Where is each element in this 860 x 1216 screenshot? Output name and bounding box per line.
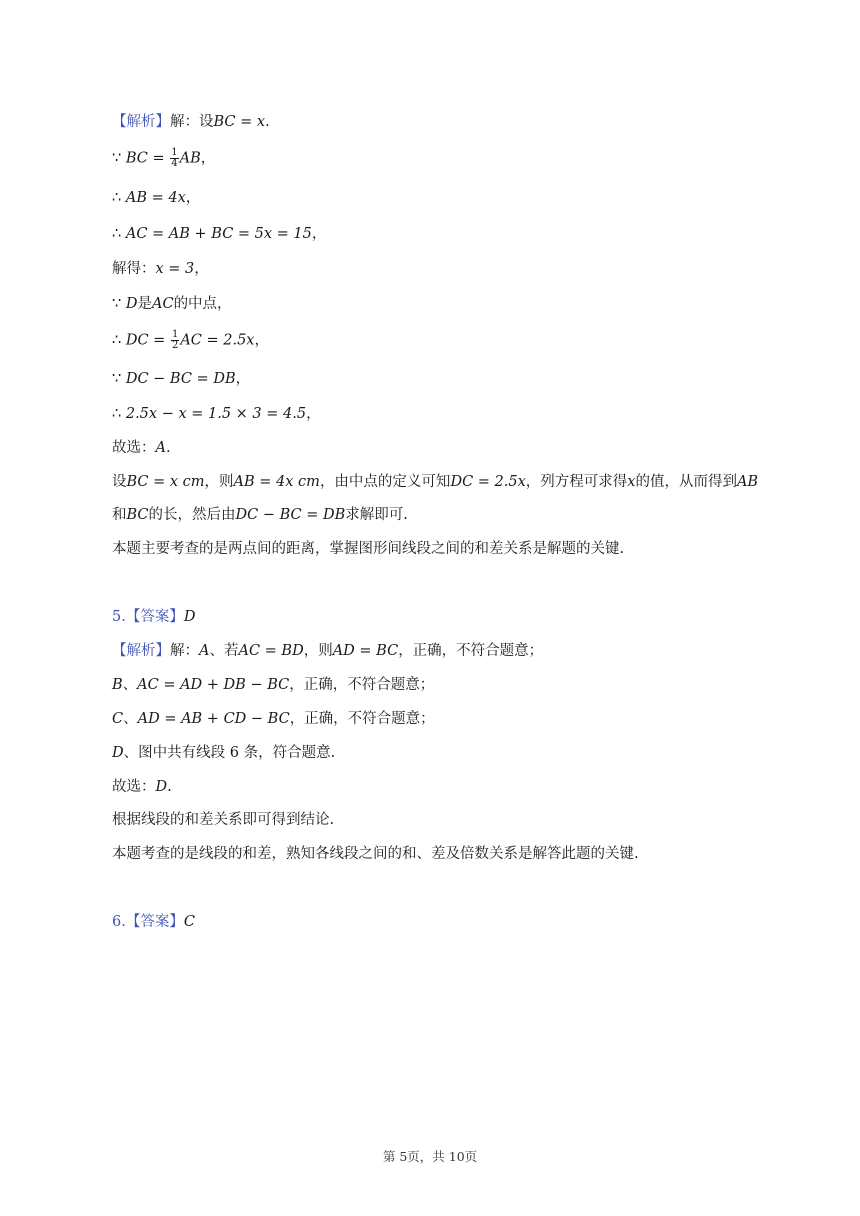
text: 的值，从而得到 (635, 474, 737, 490)
text: 本题主要考查的是两点间的距离，掌握图形间线段之间的和差关系是解题的关键. (112, 541, 625, 557)
q6-header (112, 912, 195, 932)
q4-line-6 (112, 294, 232, 314)
math: C (112, 711, 124, 727)
math: AB (736, 474, 759, 490)
text: . (167, 779, 172, 795)
question-number: 5. (112, 609, 126, 625)
q5-line-6 (112, 810, 334, 830)
math: AB = 4x (125, 190, 186, 206)
math: DC − BC = DB (125, 371, 236, 387)
q4-line-5 (112, 259, 209, 279)
math: DC = (125, 332, 170, 349)
q4-line-4 (112, 224, 326, 244)
q5-line-5 (112, 777, 172, 797)
text: 故选： (112, 779, 156, 795)
q4-line-1 (112, 112, 270, 132)
math: AB = 4x cm (233, 474, 320, 490)
q4-line-3 (112, 188, 200, 208)
q4-line-12 (112, 505, 408, 525)
math: D (125, 296, 138, 312)
q5-line-7 (112, 844, 639, 864)
answer-value: C (183, 914, 195, 930)
text: 求解即可. (345, 507, 408, 523)
text: ， (194, 261, 209, 277)
text: 本题考查的是线段的和差，熟知各线段之间的和、差及倍数关系是解答此题的关键. (112, 846, 639, 862)
fraction-denominator: 2 (171, 340, 179, 351)
text: 和 (112, 507, 127, 523)
math: BC = x (213, 114, 266, 130)
therefore-symbol: ∴ (112, 406, 126, 422)
math: DC = 2.5x (450, 474, 526, 490)
q5-line-2 (112, 675, 434, 695)
text: 的长，然后由 (148, 507, 236, 523)
math: AC = AB + BC = 5x = 15 (125, 226, 312, 242)
fraction (170, 148, 178, 169)
q5-header (112, 607, 195, 627)
text: 、图中共有线段 6 条，符合题意. (123, 745, 336, 761)
q4-line-10 (112, 438, 171, 458)
text: 故选： (112, 440, 156, 456)
answer-tag: 【答案】 (125, 609, 184, 625)
math: x = 3 (155, 261, 195, 277)
text: ，正确，不符合题意； (398, 643, 544, 659)
answer-tag: 【答案】 (125, 914, 184, 930)
math: D (112, 745, 124, 761)
text: ，正确，不符合题意； (289, 677, 435, 693)
text: ，列方程可求得 (525, 474, 628, 490)
text: . (165, 440, 171, 456)
text: 、若 (209, 643, 239, 659)
math: B (112, 677, 123, 693)
math: x (627, 474, 636, 490)
q4-line-13 (112, 539, 624, 559)
text: 的中点， (173, 296, 232, 312)
math: AC = AD + DB − BC (137, 677, 290, 693)
therefore-symbol: ∴ (112, 190, 126, 206)
text: 、 (122, 677, 138, 693)
math: AD = AB + CD − BC (137, 711, 290, 727)
text: 是 (137, 296, 152, 312)
text: ， (185, 190, 201, 206)
because-symbol: ∵ (112, 371, 126, 387)
therefore-symbol: ∴ (112, 226, 126, 242)
math: 2.5x − x = 1.5 × 3 = 4.5 (125, 406, 307, 422)
math: AB (179, 150, 201, 167)
text: ， (200, 150, 216, 167)
math: BC (126, 507, 149, 523)
math: A (155, 440, 166, 456)
text: 设 (112, 474, 127, 490)
fraction-denominator: 4 (171, 158, 178, 169)
text: 解得： (112, 261, 156, 277)
fraction-numerator: 1 (171, 147, 178, 158)
text: 、 (123, 711, 138, 727)
text: ， (235, 371, 251, 387)
math: D (155, 779, 168, 795)
math: BC = x cm (126, 474, 205, 490)
because-symbol: ∵ (112, 150, 126, 167)
analysis-tag: 【解析】 (112, 114, 170, 130)
text: ， (254, 332, 269, 349)
text: ， (311, 226, 327, 242)
fraction-numerator: 1 (171, 329, 179, 340)
text: ， (306, 406, 321, 422)
analysis-tag: 【解析】 (112, 643, 170, 659)
math: AC (151, 296, 174, 312)
math: BC = (125, 150, 170, 167)
q5-line-3 (112, 709, 435, 729)
q4-line-7 (112, 330, 269, 351)
q4-line-2 (112, 148, 215, 169)
q5-line-4 (112, 743, 335, 763)
text: 解： (170, 643, 199, 659)
math: AC = 2.5x (180, 332, 255, 349)
q4-line-11 (112, 472, 758, 492)
text: ，由中点的定义可知 (319, 474, 451, 490)
text: ，则 (303, 643, 333, 659)
question-number: 6. (112, 914, 126, 930)
therefore-symbol: ∴ (112, 332, 126, 349)
text: 根据线段的和差关系即可得到结论. (112, 812, 335, 828)
math: DC − BC = DB (235, 507, 346, 523)
answer-value: D (183, 609, 196, 625)
page-footer: 第 5页，共 10页 (382, 1149, 478, 1164)
q4-line-8 (112, 369, 250, 389)
math: AD = BC (332, 643, 399, 659)
math: AC = BD (238, 643, 304, 659)
q5-line-1 (112, 641, 543, 661)
text: ，正确，不符合题意； (289, 711, 435, 727)
math: A (199, 643, 210, 659)
text: . (265, 114, 270, 130)
text: 解：设 (170, 114, 214, 130)
because-symbol: ∵ (112, 296, 126, 312)
text: ，则 (204, 474, 234, 490)
fraction (171, 330, 179, 351)
q4-line-9 (112, 404, 321, 424)
